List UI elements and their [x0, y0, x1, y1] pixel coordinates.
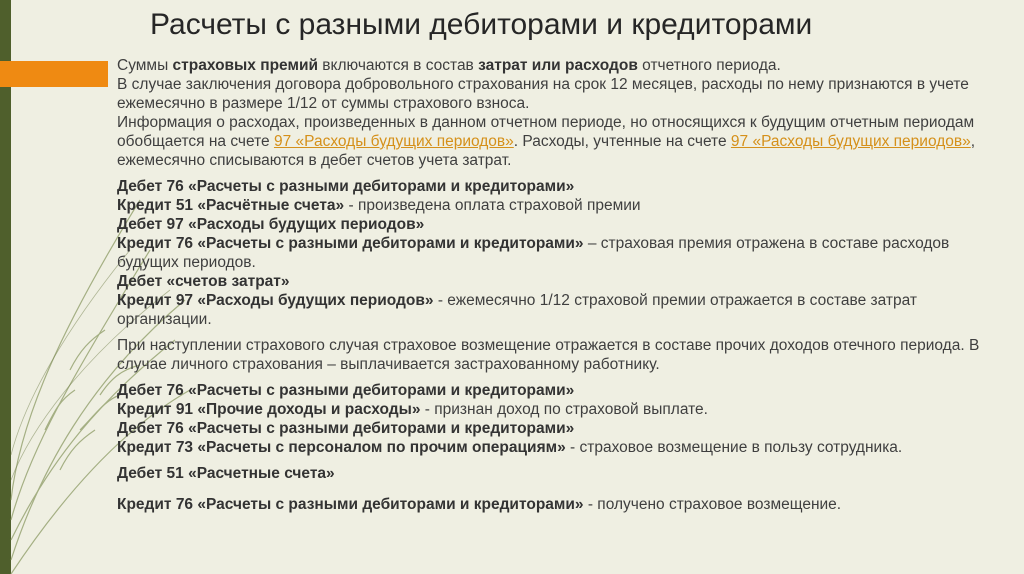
entry-credit-76 — [117, 495, 1012, 514]
account-97-link[interactable]: 97 «Расходы будущих периодов» — [273, 133, 514, 150]
entry-description: - произведена оплата страховой премии — [344, 197, 641, 214]
text: , ежемесячно списываются в дебет счетов учета затрат. — [117, 133, 976, 169]
slide-body — [117, 56, 1012, 514]
text: . Расходы, учтенные на счете — [513, 133, 731, 150]
credit-entry: Кредит 51 «Расчётные счета» — [117, 197, 345, 214]
entry-debit-51 — [117, 464, 1012, 483]
bold-text: затрат или расходов — [478, 57, 638, 74]
text: включаются в состав — [318, 57, 479, 74]
debit-entry: Дебет 76 «Расчеты с разными дебиторами и кредиторами» — [117, 382, 575, 399]
account-97-link[interactable]: 97 «Расходы будущих периодов» — [730, 133, 971, 150]
entries-premium-payment — [117, 177, 1012, 329]
credit-entry: Кредит 73 «Расчеты с персоналом по прочим операциям» — [117, 439, 566, 456]
text: В случае заключения договора добровольного страхования на срок 12 месяцев, расходы по нему признаются в учете ежемесячно в размере 1/12 от суммы страхового взноса. — [117, 76, 969, 112]
credit-entry: Кредит 76 «Расчеты с разными дебиторами и кредиторами» — [117, 496, 584, 513]
debit-entry: Дебет 76 «Расчеты с разными дебиторами и кредиторами» — [117, 178, 575, 195]
entry-description: – страховая премия отражена в составе расходов будущих периодов. — [117, 235, 950, 271]
text: отчетного периода. — [637, 57, 781, 74]
slide-title: Расчеты с разными дебиторами и кредиторами — [150, 8, 813, 41]
paragraph-insurance-premiums — [117, 56, 1012, 170]
credit-entry: Кредит 97 «Расходы будущих периодов» — [117, 292, 434, 309]
text: Информация о расходах, произведенных в данном отчетном периоде, но относящихся к будущим отчетным периодам обобщается на счете — [117, 114, 975, 150]
debit-entry: Дебет 51 «Расчетные счета» — [117, 465, 335, 482]
debit-entry: Дебет 76 «Расчеты с разными дебиторами и кредиторами» — [117, 420, 575, 437]
entry-description: - получено страховое возмещение. — [583, 496, 842, 513]
entry-description: - признан доход по страховой выплате. — [420, 401, 708, 418]
debit-entry: Дебет 97 «Расходы будущих периодов» — [117, 216, 425, 233]
bold-text: страховых премий — [172, 57, 318, 74]
text: Суммы — [117, 57, 173, 74]
debit-entry: Дебет «счетов затрат» — [117, 273, 290, 290]
entry-description: - страховое возмещение в пользу сотрудника. — [565, 439, 903, 456]
orange-accent-bar — [0, 61, 108, 87]
entries-insurance-income — [117, 381, 1012, 457]
paragraph-insurance-event: При наступлении страхового случая страховое возмещение отражается в составе прочих доходов отечного периода. В случае личного страхования – выплачивается застрахованному работнику. — [117, 337, 980, 373]
credit-entry: Кредит 91 «Прочие доходы и расходы» — [117, 401, 421, 418]
credit-entry: Кредит 76 «Расчеты с разными дебиторами и кредиторами» — [117, 235, 584, 252]
entry-description: - ежемесячно 1/12 страховой премии отражается в составе затрат организации. — [117, 292, 917, 328]
